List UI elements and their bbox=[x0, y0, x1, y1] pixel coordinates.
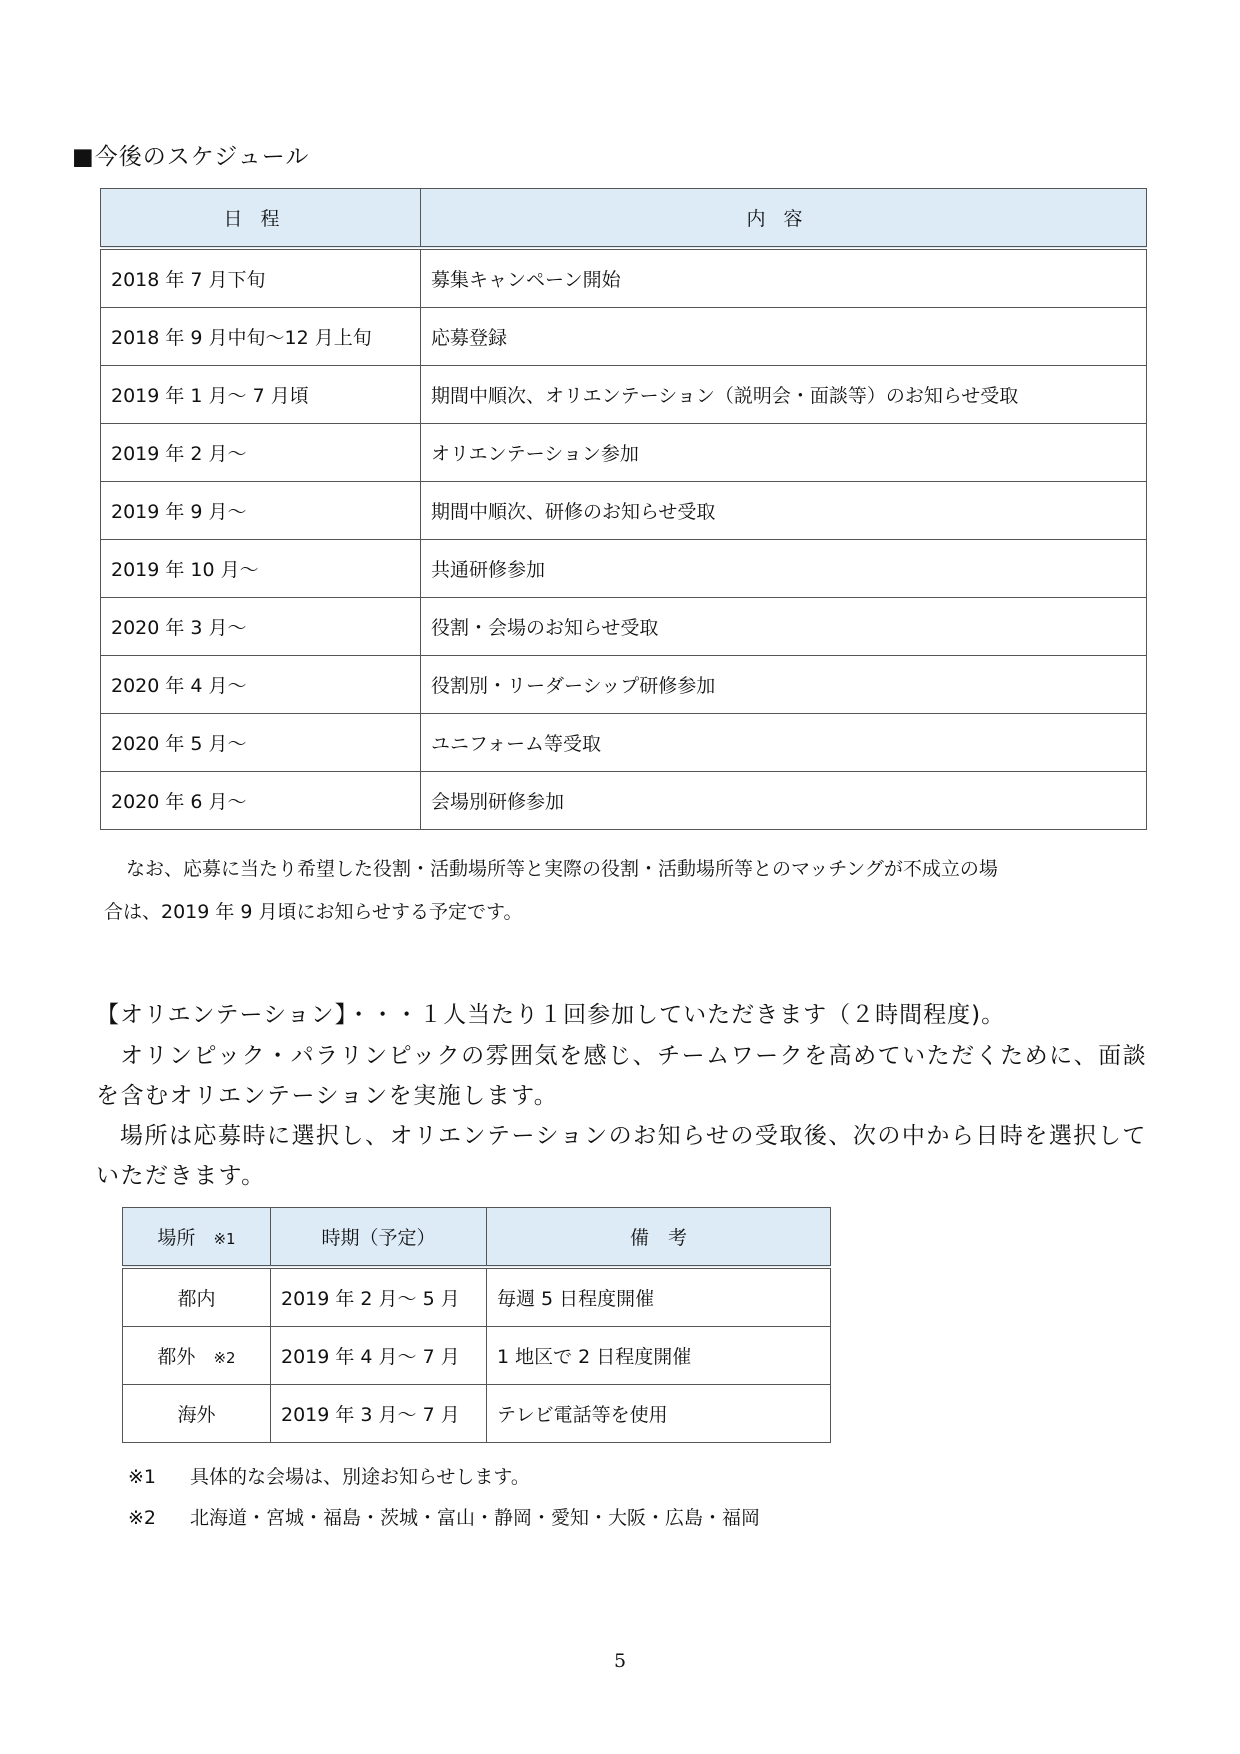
orientation-title: 【オリエンテーション】・・・１人当たり１回参加していただきます（２時間程度)。 bbox=[96, 1002, 1006, 1028]
schedule-date: 2019 年 10 月～ bbox=[101, 540, 421, 598]
table-row bbox=[101, 482, 1147, 540]
orientation-period: 2019 年 4 月～ 7 月 bbox=[271, 1327, 487, 1385]
orientation-period: 2019 年 3 月～ 7 月 bbox=[271, 1385, 487, 1443]
schedule-header-row bbox=[101, 189, 1147, 249]
header-place-label: 場所 bbox=[157, 1227, 196, 1249]
header-place-mark: ※1 bbox=[213, 1230, 236, 1248]
orientation-paragraph-1-line-1: オリンピック・パラリンピックの雰囲気を感じ、チームワークを高めていただくために、面談 bbox=[120, 1043, 1148, 1069]
schedule-date: 2020 年 6 月～ bbox=[101, 772, 421, 830]
place-label: 都外 bbox=[157, 1346, 196, 1368]
orientation-paragraph-2-line-1: 場所は応募時に選択し、オリエンテーションのお知らせの受取後、次の中から日時を選択して bbox=[120, 1123, 1147, 1149]
table-row bbox=[123, 1267, 831, 1327]
schedule-note bbox=[104, 848, 1164, 934]
orientation-remarks: 毎週 5 日程度開催 bbox=[487, 1267, 831, 1327]
orientation-paragraph-1 bbox=[96, 1036, 1168, 1116]
schedule-date: 2020 年 5 月～ bbox=[101, 714, 421, 772]
schedule-content: 期間中順次、オリエンテーション（説明会・面談等）のお知らせ受取 bbox=[421, 366, 1147, 424]
table-row bbox=[101, 714, 1147, 772]
place-mark: ※2 bbox=[213, 1349, 236, 1367]
table-row bbox=[101, 308, 1147, 366]
orientation-paragraph-2-line-2: いただきます。 bbox=[96, 1163, 266, 1189]
table-row bbox=[101, 540, 1147, 598]
schedule-header-date: 日程 bbox=[101, 189, 421, 249]
page-number: 5 bbox=[613, 1650, 627, 1672]
schedule-content: 募集キャンペーン開始 bbox=[421, 248, 1147, 308]
schedule-note-line-1: なお、応募に当たり希望した役割・活動場所等と実際の役割・活動場所等とのマッチングが不成立の場 bbox=[126, 858, 998, 880]
schedule-date: 2018 年 9 月中旬～12 月上旬 bbox=[101, 308, 421, 366]
schedule-date: 2019 年 1 月～ 7 月頃 bbox=[101, 366, 421, 424]
orientation-place bbox=[123, 1385, 271, 1443]
orientation-header-remarks: 備 考 bbox=[487, 1208, 831, 1268]
orientation-header-period: 時期（予定） bbox=[271, 1208, 487, 1268]
schedule-content: 応募登録 bbox=[421, 308, 1147, 366]
place-label: 海外 bbox=[177, 1404, 216, 1426]
schedule-content: 役割別・リーダーシップ研修参加 bbox=[421, 656, 1147, 714]
table-row bbox=[101, 248, 1147, 308]
section-heading: ■今後のスケジュール bbox=[72, 144, 310, 170]
schedule-content: 役割・会場のお知らせ受取 bbox=[421, 598, 1147, 656]
orientation-remarks: テレビ電話等を使用 bbox=[487, 1385, 831, 1443]
footnote-1-text: 具体的な会場は、別途お知らせします。 bbox=[190, 1466, 530, 1488]
orientation-paragraph-1-line-2: を含むオリエンテーションを実施します。 bbox=[96, 1083, 559, 1109]
schedule-header-content: 内容 bbox=[421, 189, 1147, 249]
schedule-content: ユニフォーム等受取 bbox=[421, 714, 1147, 772]
table-row bbox=[123, 1385, 831, 1443]
footnote-1 bbox=[128, 1462, 530, 1489]
schedule-date: 2020 年 3 月～ bbox=[101, 598, 421, 656]
footnote-2-mark: ※2 bbox=[128, 1507, 157, 1529]
orientation-header-place bbox=[123, 1208, 271, 1268]
orientation-table bbox=[122, 1207, 831, 1443]
table-row bbox=[101, 366, 1147, 424]
footnote-2-text: 北海道・宮城・福島・茨城・富山・静岡・愛知・大阪・広島・福岡 bbox=[190, 1507, 761, 1529]
schedule-table bbox=[100, 188, 1147, 830]
schedule-date: 2018 年 7 月下旬 bbox=[101, 248, 421, 308]
orientation-place bbox=[123, 1267, 271, 1327]
table-row bbox=[123, 1327, 831, 1385]
footnote-1-mark: ※1 bbox=[128, 1466, 157, 1488]
schedule-content: オリエンテーション参加 bbox=[421, 424, 1147, 482]
orientation-place bbox=[123, 1327, 271, 1385]
table-row bbox=[101, 656, 1147, 714]
schedule-content: 期間中順次、研修のお知らせ受取 bbox=[421, 482, 1147, 540]
orientation-remarks: 1 地区で 2 日程度開催 bbox=[487, 1327, 831, 1385]
orientation-header-row bbox=[123, 1208, 831, 1268]
table-row bbox=[101, 424, 1147, 482]
schedule-date: 2020 年 4 月～ bbox=[101, 656, 421, 714]
schedule-note-line-2: 合は、2019 年 9 月頃にお知らせする予定です。 bbox=[104, 901, 523, 923]
orientation-period: 2019 年 2 月～ 5 月 bbox=[271, 1267, 487, 1327]
table-row bbox=[101, 598, 1147, 656]
schedule-date: 2019 年 2 月～ bbox=[101, 424, 421, 482]
schedule-content: 共通研修参加 bbox=[421, 540, 1147, 598]
place-label: 都内 bbox=[177, 1288, 216, 1310]
schedule-content: 会場別研修参加 bbox=[421, 772, 1147, 830]
schedule-date: 2019 年 9 月～ bbox=[101, 482, 421, 540]
table-row bbox=[101, 772, 1147, 830]
footnote-2 bbox=[128, 1503, 760, 1530]
orientation-paragraph-2 bbox=[96, 1116, 1168, 1196]
